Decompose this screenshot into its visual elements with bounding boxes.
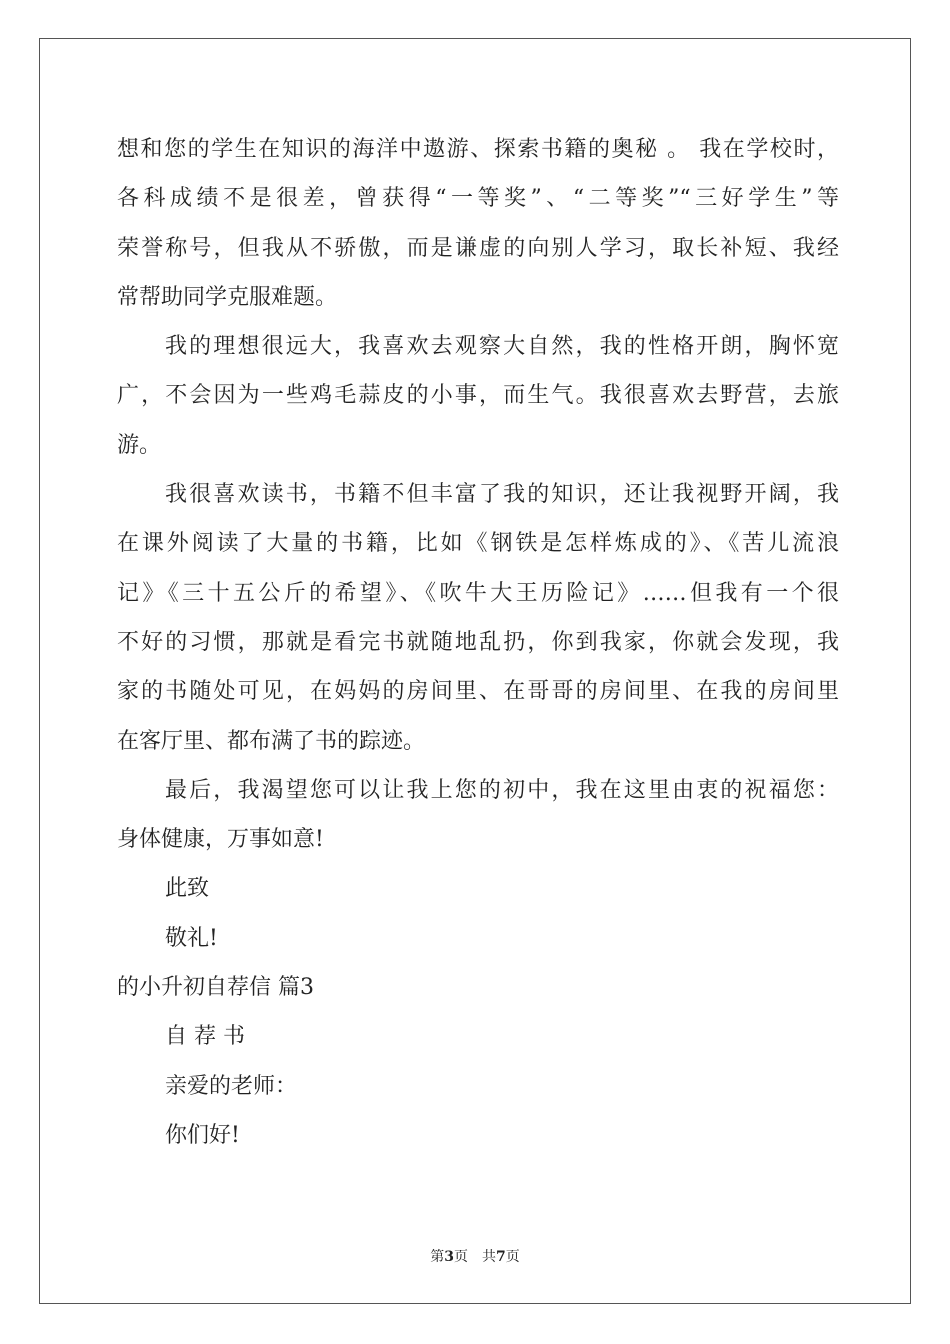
document-body [117, 125, 839, 1160]
letter-title: 自 荐 书 [165, 1024, 245, 1050]
text-line-11: 不好的习惯，那就是看完书就随地乱扔，你到我家，你就会发现，我 [117, 629, 839, 655]
text-line-16: 此致 [165, 876, 210, 902]
text-line-5: 我的理想很远大，我喜欢去观察大自然，我的性格开朗，胸怀宽 [165, 334, 839, 360]
text-line-17: 敬礼! [165, 925, 218, 951]
footer-suffix: 页 [505, 1249, 520, 1265]
letter-greeting: 你们好! [165, 1122, 240, 1148]
letter-salutation: 亲爱的老师： [165, 1073, 298, 1099]
footer-total-pages: 7 [496, 1249, 506, 1265]
text-line-15: 身体健康，万事如意! [117, 827, 324, 853]
section-heading: 的小升初自荐信 篇3 [117, 975, 314, 1001]
text-line-6: 广，不会因为一些鸡毛蒜皮的小事，而生气。我很喜欢去野营，去旅 [117, 383, 839, 409]
text-line-12: 家的书随处可见，在妈妈的房间里、在哥哥的房间里、在我的房间里 [117, 679, 839, 705]
text-line-1: 想和您的学生在知识的海洋中遨游、探索书籍的奥秘 。 我在学校时， [117, 137, 839, 162]
footer-mid: 页 共 [454, 1249, 496, 1265]
text-line-3: 荣誉称号，但我从不骄傲，而是谦虚的向别人学习，取长补短、我经 [117, 235, 839, 261]
text-line-2: 各科成绩不是很差，曾获得“一等奖”、“二等奖”“三好学生”等 [117, 186, 839, 212]
text-line-8: 我很喜欢读书，书籍不但丰富了我的知识，还让我视野开阔，我 [165, 482, 839, 508]
text-line-7: 游。 [117, 432, 162, 458]
page-footer [0, 1246, 950, 1266]
footer-prefix: 第 [430, 1249, 445, 1265]
text-line-13: 在客厅里、都布满了书的踪迹。 [117, 728, 426, 754]
text-line-9: 在课外阅读了大量的书籍，比如《钢铁是怎样炼成的》、《苦儿流浪 [117, 531, 839, 557]
footer-current-page: 3 [444, 1249, 454, 1265]
text-line-14: 最后，我渴望您可以让我上您的初中，我在这里由衷的祝福您： [165, 777, 839, 803]
text-line-10: 记》《三十五公斤的希望》、《吹牛大王历险记》……但我有一个很 [117, 580, 839, 606]
text-line-4: 常帮助同学克服难题。 [117, 284, 338, 310]
